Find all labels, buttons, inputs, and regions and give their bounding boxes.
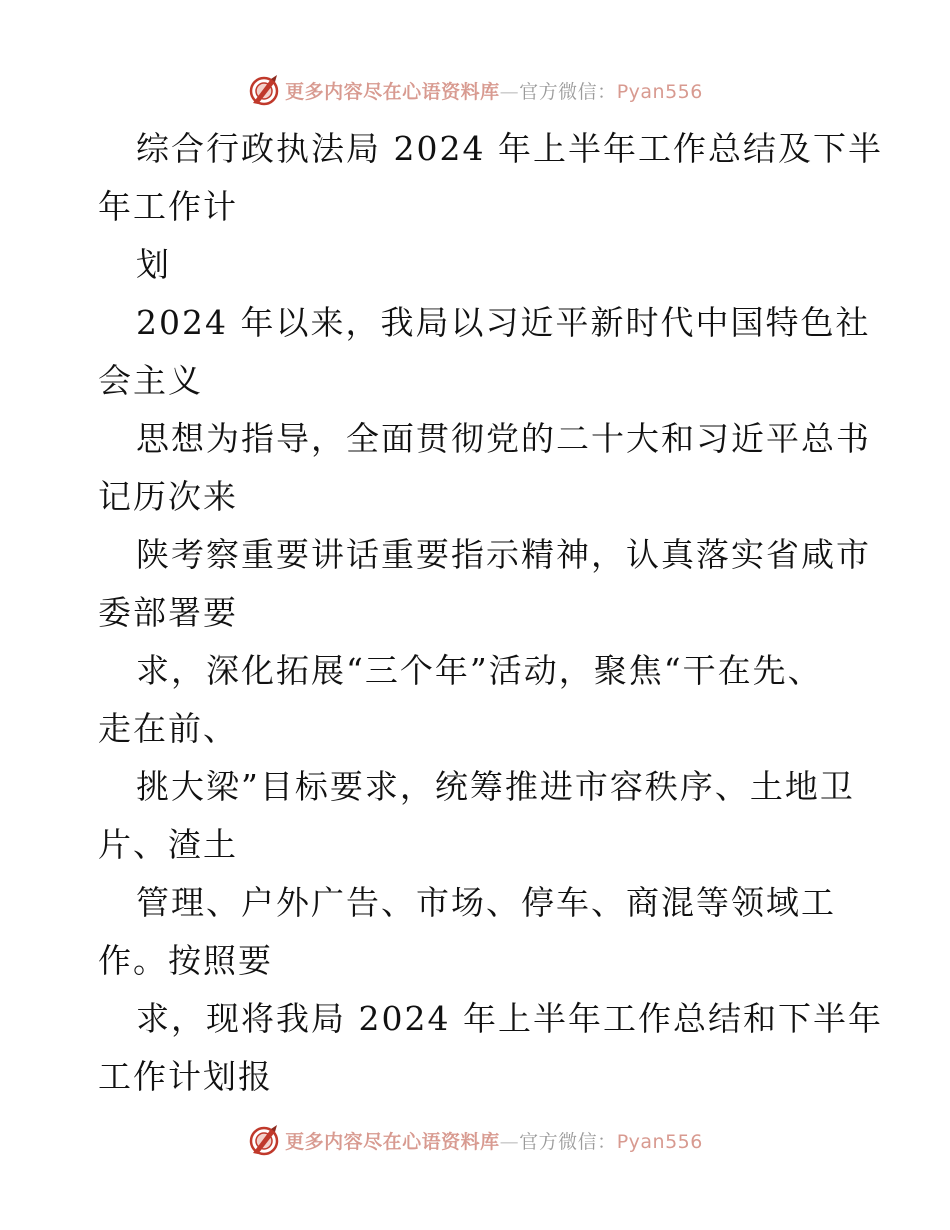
doc-paragraph-line: 工作计划报 [98,1057,273,1096]
doc-paragraph-line: 记历次来 [98,477,238,516]
watermark-wechat-id: Pyan556 [616,80,703,103]
watermark-text [285,1127,703,1154]
quill-seal-icon [247,1123,281,1157]
watermark-wechat-id: Pyan556 [616,1130,703,1153]
doc-paragraph-line: 挑大梁”目标要求，统筹推进市容秩序、土地卫 [136,767,855,806]
doc-title-line-1: 综合行政执法局 2024 年上半年工作总结及下半 [136,129,883,168]
header-watermark [0,72,950,108]
doc-title-line-3: 划 [136,245,171,284]
watermark-wechat-label: 官方微信： [519,80,617,103]
document-body [98,120,883,1106]
doc-paragraph-line: 求，现将我局 2024 年上半年工作总结和下半年 [136,999,883,1038]
doc-paragraph-line: 思想为指导，全面贯彻党的二十大和习近平总书 [136,419,871,458]
doc-paragraph-line: 会主义 [98,361,203,400]
quill-seal-icon [247,73,281,107]
doc-paragraph-line: 2024 年以来，我局以习近平新时代中国特色社 [136,303,871,342]
watermark-title: 更多内容尽在心语资料库 [285,1130,500,1153]
watermark-title: 更多内容尽在心语资料库 [285,80,500,103]
doc-paragraph-line: 求，深化拓展“三个年”活动，聚焦“干在先、 [136,651,823,690]
watermark-dash: — [499,1130,520,1153]
doc-paragraph-line: 陕考察重要讲话重要指示精神，认真落实省咸市 [136,535,871,574]
watermark-dash: — [499,80,520,103]
watermark-text [285,77,703,104]
doc-title-line-2: 年工作计 [98,187,238,226]
footer-watermark [0,1122,950,1158]
doc-paragraph-line: 管理、户外广告、市场、停车、商混等领域工 [136,883,836,922]
doc-paragraph-line: 片、渣土 [98,825,238,864]
doc-paragraph-line: 走在前、 [98,709,238,748]
doc-paragraph-line: 作。按照要 [98,941,273,980]
watermark-wechat-label: 官方微信： [519,1130,617,1153]
doc-paragraph-line: 委部署要 [98,593,238,632]
